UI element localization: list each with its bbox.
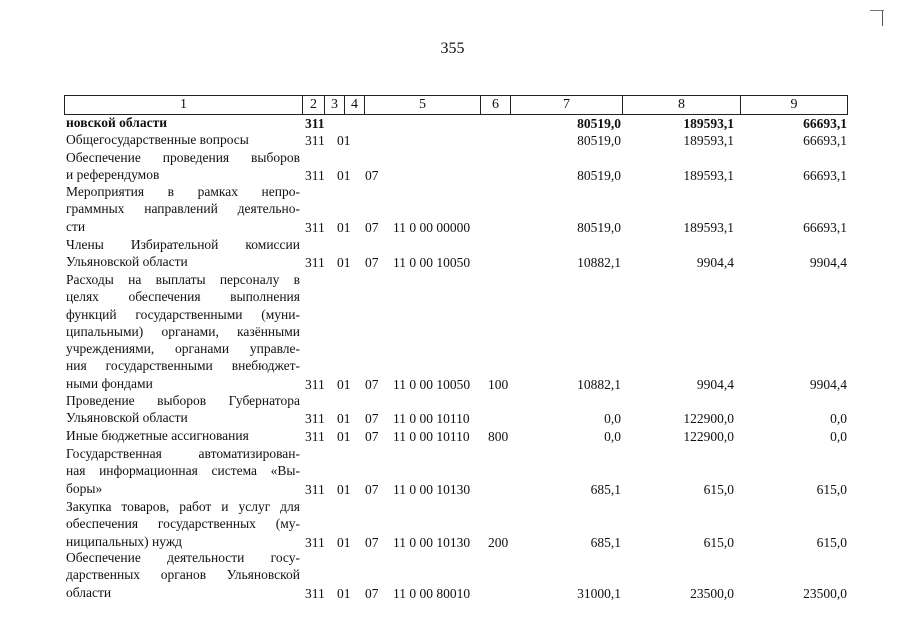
row-description-line: Обеспечение деятельности госу- <box>66 550 300 565</box>
cell-value-col7: 685,1 <box>590 534 621 550</box>
cell-code: 311 <box>305 534 325 550</box>
row-description <box>66 445 300 497</box>
cell-subsection: 07 <box>365 376 379 392</box>
row-description-line: ципальными) органами, казёнными <box>66 323 300 339</box>
row-description-line: боры» <box>66 480 103 496</box>
cell-code: 311 <box>305 219 325 235</box>
cell-section: 01 <box>337 481 351 497</box>
column-header-1 <box>64 95 302 115</box>
cell-subsection: 07 <box>365 534 379 550</box>
cell-value-col8: 9904,4 <box>696 376 734 392</box>
row-description-line: обеспечения государственных (му- <box>66 516 300 532</box>
row-description-line: дарственных органов Ульяновской <box>66 567 300 583</box>
cell-value-col8: 23500,0 <box>690 585 734 601</box>
row-description <box>66 271 300 392</box>
row-description <box>66 236 300 271</box>
row-description-line: Государственная автоматизирован- <box>66 446 300 461</box>
cell-value-col7: 10882,1 <box>577 255 621 271</box>
cell-section: 01 <box>337 133 351 148</box>
cell-target-article: 11 0 00 10130 <box>393 481 471 497</box>
cell-value-col7: 685,1 <box>590 481 621 497</box>
column-header-6 <box>480 95 510 115</box>
row-description <box>66 549 300 601</box>
column-header-8 <box>622 95 740 115</box>
cell-value-col7: 80519,0 <box>577 133 621 148</box>
cell-value-col7: 0,0 <box>604 429 621 444</box>
row-description-line: Обеспечение проведения выборов <box>66 150 300 165</box>
row-description-line: граммных направлений деятельно- <box>66 201 300 217</box>
cell-value-col9: 66693,1 <box>803 219 847 235</box>
cell-code: 311 <box>305 411 325 427</box>
row-description-line: Проведение выборов Губернатора <box>66 393 300 408</box>
column-header-label: 6 <box>492 97 499 112</box>
column-header-2 <box>302 95 324 115</box>
cell-value-col7: 31000,1 <box>577 585 621 601</box>
cell-section: 01 <box>337 411 351 427</box>
row-description <box>66 498 300 550</box>
cell-expense-type: 100 <box>488 376 509 392</box>
row-description-line: ная информационная система «Вы- <box>66 463 300 479</box>
row-description-line: Иные бюджетные ассигнования <box>66 428 249 443</box>
cell-expense-type: 200 <box>488 534 509 550</box>
row-description-line: сти <box>66 218 86 234</box>
row-description-line: ния государственными внебюджет- <box>66 358 300 374</box>
cell-expense-type: 800 <box>488 429 509 444</box>
cell-value-col8: 122900,0 <box>683 429 734 444</box>
cell-section: 01 <box>337 219 351 235</box>
row-description-line: Члены Избирательной комиссии <box>66 237 300 252</box>
cell-value-col8: 122900,0 <box>683 411 734 427</box>
cell-value-col8: 9904,4 <box>696 255 734 271</box>
row-description <box>66 427 300 444</box>
cell-code: 311 <box>305 429 325 444</box>
cell-section: 01 <box>337 534 351 550</box>
cell-value-col9: 615,0 <box>816 534 847 550</box>
row-description <box>66 131 300 148</box>
cell-subsection: 07 <box>365 429 379 444</box>
row-description-line: ниципальных) нужд <box>66 533 183 549</box>
cell-value-col9: 0,0 <box>830 429 847 444</box>
scan-edge-mark <box>882 10 883 26</box>
cell-code: 311 <box>305 133 325 148</box>
row-description <box>66 392 300 427</box>
cell-value-col9: 66693,1 <box>803 133 847 148</box>
cell-value-col9: 9904,4 <box>809 255 847 271</box>
column-header-4 <box>344 95 364 115</box>
row-description-line: учреждениями, органами управле- <box>66 341 300 357</box>
cell-value-col8: 189593,1 <box>683 219 734 235</box>
cell-value-col9: 615,0 <box>816 481 847 497</box>
scan-edge-mark-horizontal <box>870 10 884 11</box>
page-number: 355 <box>440 40 465 57</box>
row-description-line: функций государственными (муни- <box>66 306 300 322</box>
row-description-line: Общегосударственные вопросы <box>66 132 249 147</box>
cell-value-col9: 66693,1 <box>803 168 847 184</box>
cell-target-article: 11 0 00 10110 <box>393 411 470 427</box>
cell-code: 311 <box>305 168 325 184</box>
cell-subsection: 07 <box>365 481 379 497</box>
cell-target-article: 11 0 00 00000 <box>393 219 471 235</box>
row-description-line: новской области <box>66 115 168 130</box>
cell-subsection: 07 <box>365 411 379 427</box>
cell-value-col8: 615,0 <box>703 534 734 550</box>
row-description <box>66 183 300 235</box>
row-description-line: Ульяновской области <box>66 410 188 426</box>
row-description-line: ными фондами <box>66 375 153 391</box>
row-description <box>66 114 300 131</box>
cell-value-col7: 10882,1 <box>577 376 621 392</box>
cell-value-col7: 80519,0 <box>577 219 621 235</box>
cell-value-col8: 189593,1 <box>683 168 734 184</box>
cell-section: 01 <box>337 585 351 601</box>
row-description-line: целях обеспечения выполнения <box>66 289 300 305</box>
cell-value-col9: 9904,4 <box>809 376 847 392</box>
column-header-label: 5 <box>419 97 426 112</box>
column-header-label: 1 <box>180 97 187 112</box>
cell-section: 01 <box>337 429 351 444</box>
cell-subsection: 07 <box>365 219 379 235</box>
cell-value-col8: 615,0 <box>703 481 734 497</box>
cell-target-article: 11 0 00 10050 <box>393 255 471 271</box>
cell-value-col8: 189593,1 <box>683 133 734 148</box>
column-header-label: 4 <box>351 97 358 112</box>
row-description-line: и референдумов <box>66 167 160 183</box>
cell-code: 311 <box>305 481 325 497</box>
cell-code: 311 <box>305 255 325 271</box>
cell-value-col7: 80519,0 <box>577 116 621 131</box>
cell-code: 311 <box>305 585 325 601</box>
cell-subsection: 07 <box>365 255 379 271</box>
row-description-line: Ульяновской области <box>66 254 188 270</box>
cell-value-col9: 66693,1 <box>803 116 847 131</box>
cell-value-col7: 80519,0 <box>577 168 621 184</box>
cell-section: 01 <box>337 376 351 392</box>
column-header-3 <box>324 95 344 115</box>
row-description-line: области <box>66 584 112 600</box>
row-description-line: Расходы на выплаты персоналу в <box>66 272 300 287</box>
cell-code: 311 <box>305 376 325 392</box>
cell-target-article: 11 0 00 10050 <box>393 376 471 392</box>
cell-section: 01 <box>337 255 351 271</box>
cell-value-col8: 189593,1 <box>683 116 734 131</box>
cell-code: 311 <box>305 116 325 131</box>
row-description-line: Мероприятия в рамках непро- <box>66 184 300 199</box>
cell-value-col7: 0,0 <box>604 411 621 427</box>
column-header-7 <box>510 95 622 115</box>
column-header-label: 7 <box>563 97 570 112</box>
cell-value-col9: 0,0 <box>830 411 847 427</box>
column-header-label: 2 <box>310 97 317 112</box>
column-header-label: 3 <box>331 97 338 112</box>
cell-section: 01 <box>337 168 351 184</box>
cell-target-article: 11 0 00 10130 <box>393 534 471 550</box>
row-description <box>66 149 300 184</box>
column-header-label: 8 <box>678 97 685 112</box>
column-header-label: 9 <box>790 97 798 112</box>
cell-target-article: 11 0 00 80010 <box>393 585 471 601</box>
cell-target-article: 11 0 00 10110 <box>393 429 470 444</box>
cell-value-col9: 23500,0 <box>803 585 847 601</box>
cell-subsection: 07 <box>365 585 379 601</box>
cell-subsection: 07 <box>365 168 379 184</box>
column-header-5 <box>364 95 480 115</box>
row-description-line: Закупка товаров, работ и услуг для <box>66 499 300 514</box>
column-header-9 <box>740 95 848 115</box>
